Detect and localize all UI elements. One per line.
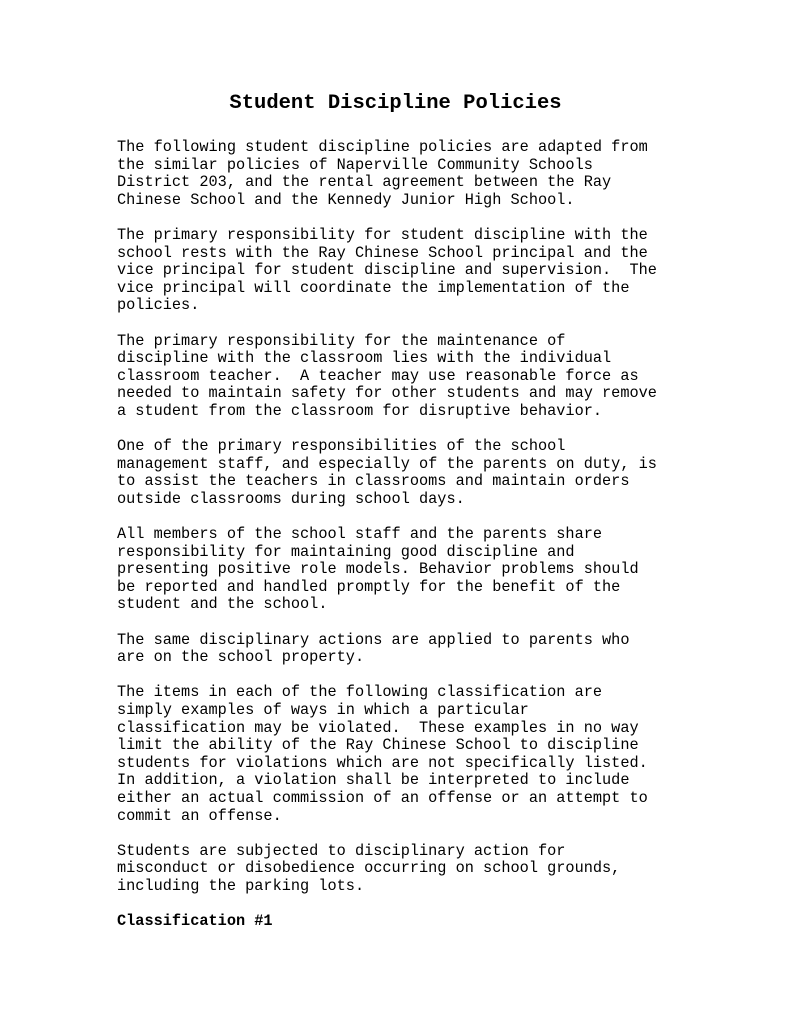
paragraph-line: be reported and handled promptly for the benefit of the: [117, 577, 621, 596]
paragraph-line: discipline with the classroom lies with the individual: [117, 349, 612, 368]
page-title: Student Discipline Policies: [229, 92, 562, 115]
paragraph-line: All members of the school staff and the parents share: [117, 525, 603, 544]
paragraph-line: classification may be violated. These examples in no way: [117, 718, 639, 737]
paragraph-line: In addition, a violation shall be interpreted to include: [117, 771, 630, 790]
paragraph-line: a student from the classroom for disruptive behavior.: [117, 401, 603, 420]
paragraph: [117, 333, 657, 421]
paragraph-line: policies.: [117, 296, 200, 315]
paragraph-line: misconduct or disobedience occurring on school grounds,: [117, 859, 621, 878]
paragraph-line: The following student discipline policies are adapted from: [117, 138, 648, 156]
paragraph-line: commit an offense.: [117, 806, 282, 825]
paragraph-line: The same disciplinary actions are applied to parents who: [117, 630, 630, 649]
paragraph-line: presenting positive role models. Behavior problems should: [117, 560, 639, 579]
paragraph-line: student and the school.: [117, 595, 328, 614]
paragraph-line: simply examples of ways in which a particular: [117, 701, 529, 719]
paragraph: [117, 632, 657, 667]
paragraph-line: Students are subjected to disciplinary action for: [117, 841, 566, 860]
paragraph-line: needed to maintain safety for other students and may remove: [117, 384, 657, 403]
paragraph-line: management staff, and especially of the parents on duty, is: [117, 454, 657, 473]
paragraph-line: The items in each of the following classification are: [117, 683, 603, 702]
paragraph-line: to assist the teachers in classrooms and maintain orders: [117, 472, 630, 491]
paragraph-line: classroom teacher. A teacher may use reasonable force as: [117, 366, 639, 385]
section-heading: Classification #1: [117, 912, 273, 931]
paragraph-line: outside classrooms during school days.: [117, 489, 465, 508]
paragraph: [117, 139, 657, 209]
paragraph: [117, 843, 657, 896]
paragraph: [117, 684, 657, 825]
paragraph: [117, 227, 657, 315]
paragraph-line: The primary responsibility for the maintenance of: [117, 331, 566, 350]
paragraph-line: One of the primary responsibilities of the school: [117, 437, 566, 456]
document-body: [117, 139, 657, 931]
paragraph-line: limit the ability of the Ray Chinese School to discipline: [117, 736, 639, 755]
paragraph-line: Chinese School and the Kennedy Junior High School.: [117, 190, 575, 209]
paragraph-line: the similar policies of Naperville Community Schools: [117, 155, 593, 174]
paragraph-line: vice principal will coordinate the implementation of the: [117, 278, 630, 297]
paragraph-line: vice principal for student discipline and supervision. The: [117, 261, 657, 280]
paragraph-line: are on the school property.: [117, 648, 365, 667]
paragraph-line: District 203, and the rental agreement between the Ray: [117, 173, 612, 192]
paragraph-line: students for violations which are not specifically listed.: [117, 753, 648, 772]
paragraph-line: either an actual commission of an offense or an attempt to: [117, 788, 648, 807]
paragraph: [117, 438, 657, 508]
paragraph-line: responsibility for maintaining good discipline and: [117, 542, 575, 561]
paragraph: [117, 526, 657, 614]
paragraph-line: school rests with the Ray Chinese School principal and the: [117, 243, 648, 262]
paragraph-line: including the parking lots.: [117, 876, 365, 895]
paragraph-line: The primary responsibility for student discipline with the: [117, 225, 648, 244]
